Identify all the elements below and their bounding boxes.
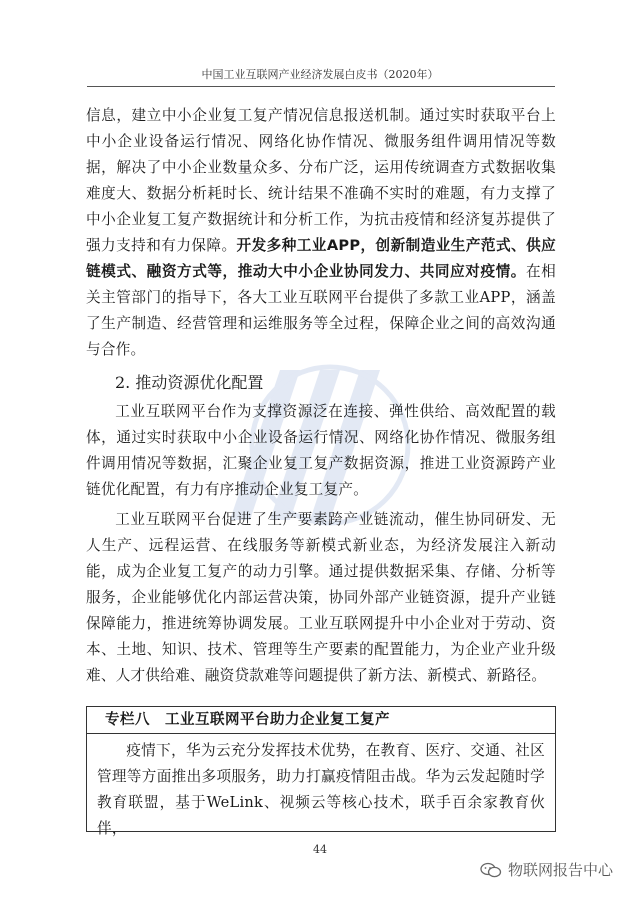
wechat-logo-icon <box>480 862 502 878</box>
paragraph-3: 工业互联网平台促进了生产要素跨产业链流动，催生协同研发、无人生产、远程运营、在线服务等新模式新业态，为经济发展注入新动能，成为企业复工复产的动力引擎。通过提供数据采集、存储、分析等服务，企业能够优化内部运营决策，协同外部产业链资源，提升产业链保障能力，推进统筹协调发展。工业互联网提升中小企业对于劳动、资本、土地、知识、技术、管理等生产要素的配置能力，为企业产业升级难、人才供给难、融资贷款难等问题提供了新方法、新模式、新路径。 <box>86 511 556 684</box>
page-header: 中国工业互联网产业经济发展白皮书（2020年） <box>201 68 439 81</box>
sidebar-box <box>86 706 556 837</box>
watermark-text: 物联网报告中心 <box>508 861 614 879</box>
paragraph-1-text-b: 在相关主管部门的指导下，各大工业互联网平台提供了多款工业APP，涵盖了生产制造、经营管理和运维服务等全过程，保障企业之间的高效沟通与合作。 <box>86 263 556 358</box>
source-watermark <box>480 859 613 880</box>
paragraph-2: 工业互联网平台作为支撑资源泛在连接、弹性供给、高效配置的载体，通过实时获取中小企业设备运行情况、网络化协作情况、微服务组件调用情况等数据，汇聚企业复工复产数据资源，推进工业资源跨产业链优化配置，有力有序推动企业复工复产。 <box>86 403 556 498</box>
paragraph-1 <box>86 103 556 363</box>
paragraph-1-text-a: 信息，建立中小企业复工复产情况信息报送机制。通过实时获取平台上中小企业设备运行情况、网络化协作情况、微服务组件调用情况等数据，解决了中小企业数量众多、分布广泛，运用传统调查方式数据收集难度大、数据分析耗时长、统计结果不准确不实时的难题，有力支撑了中小企业复工复产数据统计和分析工作，为抗击疫情和经济复苏提供了强力支持和有力保障。 <box>86 107 556 254</box>
sidebar-box-title: 专栏八 工业互联网平台助力企业复工复产 <box>87 707 555 734</box>
paragraph-1-bold: 开发多种工业APP，创新制造业生产范式、供应链模式、融资方式等，推动大中小企业协同发力、共同应对疫情。 <box>86 237 556 280</box>
sidebar-box-text: 疫情下，华为云充分发挥技术优势，在教育、医疗、交通、社区管理等方面推出多项服务，助力打赢疫情阻击战。华为云发起随时学教育联盟，基于WeLink、视频云等核心技术，联手百余家教育伙伴， <box>97 742 545 837</box>
document-body <box>86 103 556 689</box>
section-heading: 2. 推动资源优化配置 <box>115 373 264 392</box>
header-divider <box>87 86 555 87</box>
sidebar-box-body <box>87 734 555 842</box>
page-number: 44 <box>313 843 327 856</box>
